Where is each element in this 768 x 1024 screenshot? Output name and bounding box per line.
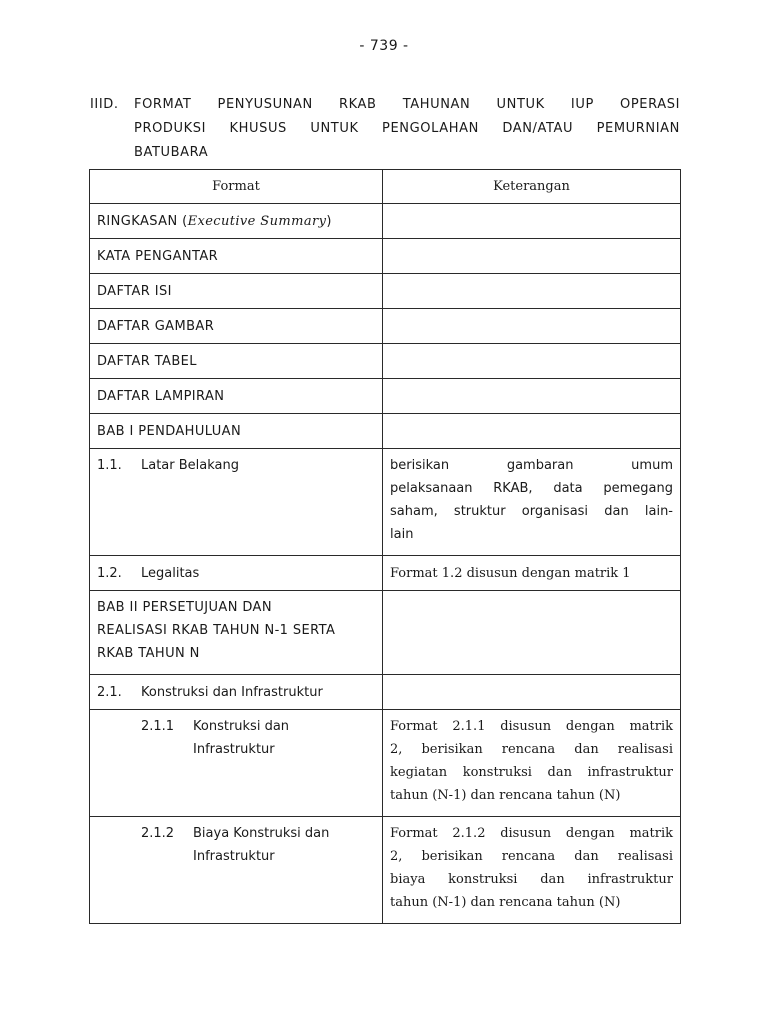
row-daftar-gambar: DAFTAR GAMBAR [90, 309, 383, 344]
executive-summary-text: Executive Summary [187, 213, 327, 229]
label-line: Infrastruktur [193, 849, 275, 864]
empty-cell [383, 344, 681, 379]
item-label: Latar Belakang [141, 458, 240, 473]
row-kata-pengantar: KATA PENGANTAR [90, 239, 383, 274]
item-number: 1.1. [97, 458, 122, 473]
bab-2-line: BAB II PERSETUJUAN DAN [97, 600, 272, 615]
desc-line: biaya konstruksi dan infrastruktur [390, 872, 673, 887]
item-number: 2.1.1 [141, 719, 175, 734]
empty-cell [383, 414, 681, 449]
ringkasan-prefix: RINGKASAN ( [97, 213, 188, 229]
table-row [90, 414, 681, 449]
page-number: - 739 - [359, 38, 409, 54]
table-row [90, 309, 681, 344]
item-number: 1.2. [97, 565, 122, 581]
table-row [90, 379, 681, 414]
table-row [90, 449, 681, 556]
empty-cell [383, 239, 681, 274]
desc-2-1-2 [383, 817, 681, 924]
table-row [90, 204, 681, 239]
ringkasan-suffix: ) [326, 213, 332, 229]
empty-cell [383, 204, 681, 239]
empty-cell [383, 591, 681, 675]
header-keterangan: Keterangan [383, 170, 681, 204]
header-format: Format [90, 170, 383, 204]
desc-line: pelaksanaan RKAB, data pemegang [390, 481, 673, 496]
empty-cell [383, 379, 681, 414]
item-label: Legalitas [141, 565, 200, 581]
desc-latar-belakang [383, 449, 681, 556]
table-row [90, 239, 681, 274]
desc-2-1-1 [383, 710, 681, 817]
label-line: Konstruksi dan [193, 719, 290, 734]
row-2-1-2 [90, 817, 383, 924]
row-legalitas [90, 556, 383, 591]
desc-line: lain [390, 527, 414, 542]
desc-line: tahun (N-1) dan rencana tahun (N) [390, 788, 621, 803]
desc-line: 2, berisikan rencana dan realisasi [390, 742, 673, 757]
row-daftar-tabel: DAFTAR TABEL [90, 344, 383, 379]
heading-line-1: FORMAT PENYUSUNAN RKAB TAHUNAN UNTUK IUP OPERASI [134, 97, 680, 112]
table-row [90, 817, 681, 924]
desc-line: Format 2.1.1 disusun dengan matrik [390, 719, 673, 734]
heading-line-2: PRODUKSI KHUSUS UNTUK PENGOLAHAN DAN/ATAU PEMURNIAN [134, 121, 680, 136]
desc-line: kegiatan konstruksi dan infrastruktur [390, 765, 673, 780]
table-row [90, 274, 681, 309]
bab-2-line: RKAB TAHUN N [97, 646, 200, 661]
row-bab-1: BAB I PENDAHULUAN [90, 414, 383, 449]
item-label [193, 715, 373, 761]
desc-line: Format 2.1.2 disusun dengan matrik [390, 826, 673, 841]
label-line: Infrastruktur [193, 742, 275, 757]
desc-legalitas: Format 1.2 disusun dengan matrik 1 [383, 556, 681, 591]
table-row [90, 675, 681, 710]
table-row [90, 710, 681, 817]
table-header-row [90, 170, 681, 204]
section-code: IIID. [90, 97, 119, 112]
desc-line: tahun (N-1) dan rencana tahun (N) [390, 895, 621, 910]
desc-line: berisikan gambaran umum [390, 458, 673, 473]
row-daftar-isi: DAFTAR ISI [90, 274, 383, 309]
row-konstruksi [90, 675, 383, 710]
table-row [90, 591, 681, 675]
row-latar-belakang [90, 449, 383, 556]
row-2-1-1 [90, 710, 383, 817]
item-number: 2.1.2 [141, 826, 175, 841]
desc-line: 2, berisikan rencana dan realisasi [390, 849, 673, 864]
empty-cell [383, 274, 681, 309]
item-label: Konstruksi dan Infrastruktur [141, 684, 323, 700]
row-daftar-lampiran: DAFTAR LAMPIRAN [90, 379, 383, 414]
row-ringkasan [90, 204, 383, 239]
format-table [89, 169, 681, 924]
item-label [193, 822, 373, 868]
label-line: Biaya Konstruksi dan [193, 826, 330, 841]
table-row [90, 556, 681, 591]
empty-cell [383, 309, 681, 344]
heading-line-3: BATUBARA [134, 145, 209, 160]
row-bab-2 [90, 591, 383, 675]
table-row [90, 344, 681, 379]
empty-cell [383, 675, 681, 710]
item-number: 2.1. [97, 684, 122, 700]
bab-2-line: REALISASI RKAB TAHUN N-1 SERTA [97, 623, 336, 638]
desc-line: saham, struktur organisasi dan lain- [390, 504, 673, 519]
